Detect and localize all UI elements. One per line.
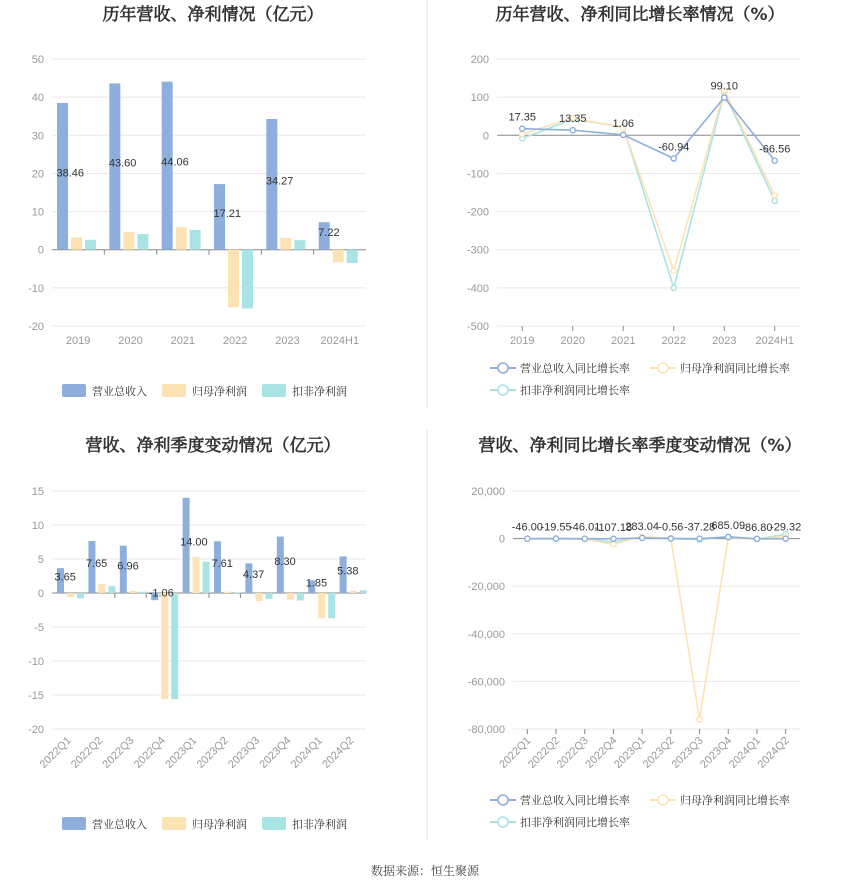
x-tick-label: 2022Q1	[37, 734, 74, 771]
y-tick-label: -10	[28, 282, 44, 295]
data-label: -1.06	[148, 587, 174, 600]
point-deducted_profit	[772, 198, 777, 203]
point-revenue	[754, 536, 759, 541]
bar-deducted_profit	[234, 592, 241, 593]
quarterly-growth-chart	[468, 486, 802, 829]
x-tick-label: 2024Q2	[755, 734, 792, 771]
data-label: 3.65	[54, 571, 76, 584]
y-tick-label: -20,000	[467, 581, 505, 594]
y-tick-label: 20,000	[471, 486, 505, 498]
bar-net_profit	[161, 593, 168, 699]
chart-title-annual-amount: 历年营收、净利情况（亿元）	[102, 5, 324, 25]
bar-net_profit	[318, 593, 325, 618]
legend-marker-net_profit	[658, 363, 668, 373]
point-revenue	[611, 536, 616, 541]
data-label: 8.30	[274, 555, 296, 568]
x-tick-label: 2022Q2	[69, 734, 106, 771]
bar-deducted_profit	[85, 240, 96, 250]
data-label: 14.00	[180, 536, 208, 549]
data-label: -0.56	[658, 521, 684, 534]
data-label: 34.27	[265, 175, 294, 188]
bar-net_profit	[67, 593, 74, 597]
bar-deducted_profit	[360, 590, 367, 593]
y-tick-label: -20	[28, 321, 44, 333]
y-tick-label: -60,000	[467, 676, 505, 689]
point-net_profit	[697, 717, 702, 722]
x-tick-label: 2020	[560, 335, 585, 347]
point-revenue	[640, 535, 645, 540]
point-revenue	[668, 536, 673, 541]
bar-deducted_profit	[190, 230, 201, 250]
point-deducted_profit	[671, 285, 676, 290]
x-tick-label: 2020	[118, 335, 143, 347]
x-tick-label: 2022Q1	[497, 734, 534, 771]
data-source: 数据来源：恒生聚源	[370, 864, 480, 878]
x-tick-label: 2019	[510, 335, 535, 347]
x-tick-label: 2022Q2	[525, 734, 563, 771]
data-label: 1.06	[612, 117, 634, 130]
y-tick-label: -400	[466, 282, 489, 295]
data-label: -60.94	[658, 141, 690, 154]
data-label: 7.65	[85, 557, 108, 570]
y-tick-label: -300	[466, 244, 489, 257]
data-label: -19.55	[540, 521, 572, 534]
bar-deducted_profit	[328, 593, 335, 618]
bar-deducted_profit	[171, 593, 178, 699]
x-tick-label: 2022	[661, 335, 686, 347]
y-tick-label: 5	[37, 554, 44, 566]
y-tick-label: 0	[498, 533, 505, 546]
point-net_profit	[772, 193, 777, 198]
data-label: 99.10	[710, 80, 739, 93]
bar-deducted_profit	[140, 592, 147, 593]
data-label: -86.80	[741, 521, 773, 534]
legend-label: 营业总收入	[92, 385, 147, 398]
point-net_profit	[671, 268, 676, 273]
x-tick-label: 2024Q1	[726, 734, 764, 771]
data-label: -46.00	[511, 521, 543, 534]
y-tick-label: 30	[31, 130, 44, 143]
chart-title-quarterly-amount: 营收、净利季度变动情况（亿元）	[85, 436, 341, 456]
line-net_profit	[527, 536, 785, 719]
legend-label: 归母净利润	[192, 818, 247, 831]
legend-label: 归母净利润同比增长率	[680, 362, 790, 375]
bar-deducted_profit	[347, 250, 358, 263]
bar-deducted_profit	[265, 593, 272, 599]
point-revenue	[553, 536, 558, 541]
legend-label: 归母净利润	[192, 385, 247, 398]
y-tick-label: 50	[31, 54, 44, 66]
point-revenue	[621, 132, 626, 137]
data-label: -29.32	[770, 521, 802, 534]
point-net_profit	[520, 132, 525, 137]
x-tick-label: 2022Q4	[583, 734, 620, 771]
legend-marker-revenue	[498, 363, 508, 373]
x-tick-label: 2023Q1	[163, 734, 200, 771]
y-tick-label: 40	[31, 92, 44, 105]
bar-net_profit	[176, 227, 187, 250]
legend-label: 扣非净利润	[292, 818, 347, 831]
x-tick-label: 2023Q3	[226, 734, 263, 771]
x-tick-label: 2023Q2	[194, 734, 231, 771]
bar-net_profit	[71, 238, 82, 250]
line-revenue	[522, 97, 775, 160]
legend-label: 营业总收入	[92, 818, 147, 831]
x-tick-label: 2023Q3	[669, 734, 706, 771]
data-label: 44.06	[161, 156, 189, 169]
legend-swatch-deducted_profit	[262, 817, 286, 830]
y-tick-label: -5	[34, 622, 44, 634]
x-tick-label: 2023	[275, 335, 300, 347]
x-tick-label: 2021	[170, 335, 196, 347]
bar-deducted_profit	[242, 250, 253, 309]
x-tick-label: 2021	[611, 335, 636, 347]
data-label: -107.18	[594, 521, 633, 534]
bar-deducted_profit	[203, 562, 210, 593]
x-tick-label: 2023Q4	[698, 734, 735, 771]
y-tick-label: 200	[470, 54, 489, 66]
x-tick-label: 2022	[222, 335, 248, 347]
legend-swatch-net_profit	[162, 817, 186, 830]
x-tick-label: 2023	[712, 335, 737, 347]
quarterly-amount-chart	[28, 486, 367, 831]
data-label: 43.60	[108, 157, 137, 170]
legend-marker-deducted_profit	[498, 385, 508, 395]
y-tick-label: -10	[28, 656, 44, 668]
legend-swatch-deducted_profit	[262, 384, 286, 397]
point-net_profit	[611, 542, 616, 547]
data-label: 17.21	[213, 207, 242, 220]
bar-net_profit	[287, 593, 294, 600]
bar-deducted_profit	[77, 593, 84, 598]
y-tick-label: 10	[31, 520, 44, 532]
point-revenue	[570, 128, 575, 133]
data-label: -66.56	[759, 143, 791, 156]
legend-label: 扣非净利润同比增长率	[520, 816, 630, 829]
point-revenue	[722, 95, 727, 100]
data-label: 7.61	[211, 558, 233, 571]
x-tick-label: 2024Q2	[320, 734, 357, 771]
bar-net_profit	[228, 250, 239, 308]
data-label: -37.28	[683, 521, 716, 534]
data-label: 38.46	[56, 167, 85, 180]
data-label: 283.04	[625, 520, 659, 533]
x-tick-label: 2024H1	[320, 335, 360, 347]
bar-net_profit	[130, 591, 137, 593]
y-tick-label: -20	[28, 724, 44, 736]
bar-net_profit	[98, 584, 105, 593]
x-tick-label: 2022Q3	[554, 734, 591, 771]
legend-marker-net_profit	[658, 795, 668, 805]
point-revenue	[671, 156, 676, 161]
y-tick-label: 20	[31, 168, 44, 181]
x-tick-label: 2023Q1	[612, 734, 649, 771]
bar-net_profit	[255, 593, 262, 601]
y-tick-label: -40,000	[467, 628, 505, 641]
y-tick-label: -15	[28, 690, 44, 702]
chart-title-annual-growth: 历年营收、净利同比增长率情况（%）	[495, 5, 785, 25]
legend-label: 扣非净利润	[292, 385, 347, 398]
point-revenue	[697, 536, 702, 541]
point-revenue	[726, 534, 731, 539]
y-tick-label: -500	[466, 321, 489, 333]
annual-amount-chart	[28, 54, 366, 398]
y-tick-label: 0	[37, 588, 44, 600]
point-revenue	[772, 158, 777, 163]
data-label: 6.96	[117, 560, 139, 573]
bar-net_profit	[333, 250, 344, 263]
legend-label: 扣非净利润同比增长率	[520, 384, 630, 397]
x-tick-label: 2022Q4	[131, 734, 169, 771]
data-label: 685.09	[711, 519, 746, 532]
y-tick-label: -80,000	[467, 724, 505, 736]
legend-label: 归母净利润同比增长率	[680, 794, 790, 807]
data-label: 4.37	[242, 569, 265, 582]
bar-net_profit	[350, 591, 357, 593]
bar-deducted_profit	[294, 240, 305, 250]
legend-label: 营业总收入同比增长率	[520, 362, 630, 375]
x-tick-label: 2019	[65, 335, 91, 347]
y-tick-label: 100	[470, 92, 489, 105]
y-tick-label: -200	[466, 206, 489, 219]
data-label: -46.01	[569, 521, 601, 534]
x-tick-label: 2023Q2	[640, 734, 677, 771]
x-tick-label: 2024H1	[755, 335, 795, 347]
bar-deducted_profit	[297, 593, 304, 600]
bar-deducted_profit	[137, 234, 148, 250]
bar-net_profit	[123, 232, 134, 250]
data-label: 13.35	[558, 113, 587, 126]
chart-title-quarterly-growth: 营收、净利同比增长率季度变动情况（%）	[478, 436, 802, 456]
x-tick-label: 2023Q4	[257, 734, 294, 771]
legend-swatch-net_profit	[162, 384, 186, 397]
bar-net_profit	[224, 592, 231, 593]
annual-growth-chart	[467, 54, 800, 397]
data-label: 7.22	[318, 226, 340, 239]
y-tick-label: 15	[31, 486, 44, 498]
bar-deducted_profit	[108, 586, 115, 593]
point-revenue	[582, 536, 587, 541]
point-revenue	[520, 126, 525, 131]
y-tick-label: 10	[31, 206, 44, 219]
point-revenue	[783, 536, 788, 541]
legend-label: 营业总收入同比增长率	[520, 794, 630, 807]
legend-marker-deducted_profit	[498, 817, 508, 827]
bar-net_profit	[280, 238, 291, 250]
point-revenue	[525, 536, 530, 541]
x-tick-label: 2024Q1	[288, 734, 326, 771]
x-tick-label: 2022Q3	[100, 734, 137, 771]
y-tick-label: 0	[482, 130, 489, 143]
data-label: 1.85	[305, 577, 328, 590]
y-tick-label: 0	[37, 244, 44, 257]
y-tick-label: -100	[466, 168, 489, 181]
legend-swatch-revenue	[62, 817, 86, 830]
legend-marker-revenue	[498, 795, 508, 805]
bar-net_profit	[193, 557, 200, 593]
data-label: 17.35	[508, 111, 537, 124]
data-label: 5.38	[337, 565, 359, 578]
legend-swatch-revenue	[62, 384, 86, 397]
